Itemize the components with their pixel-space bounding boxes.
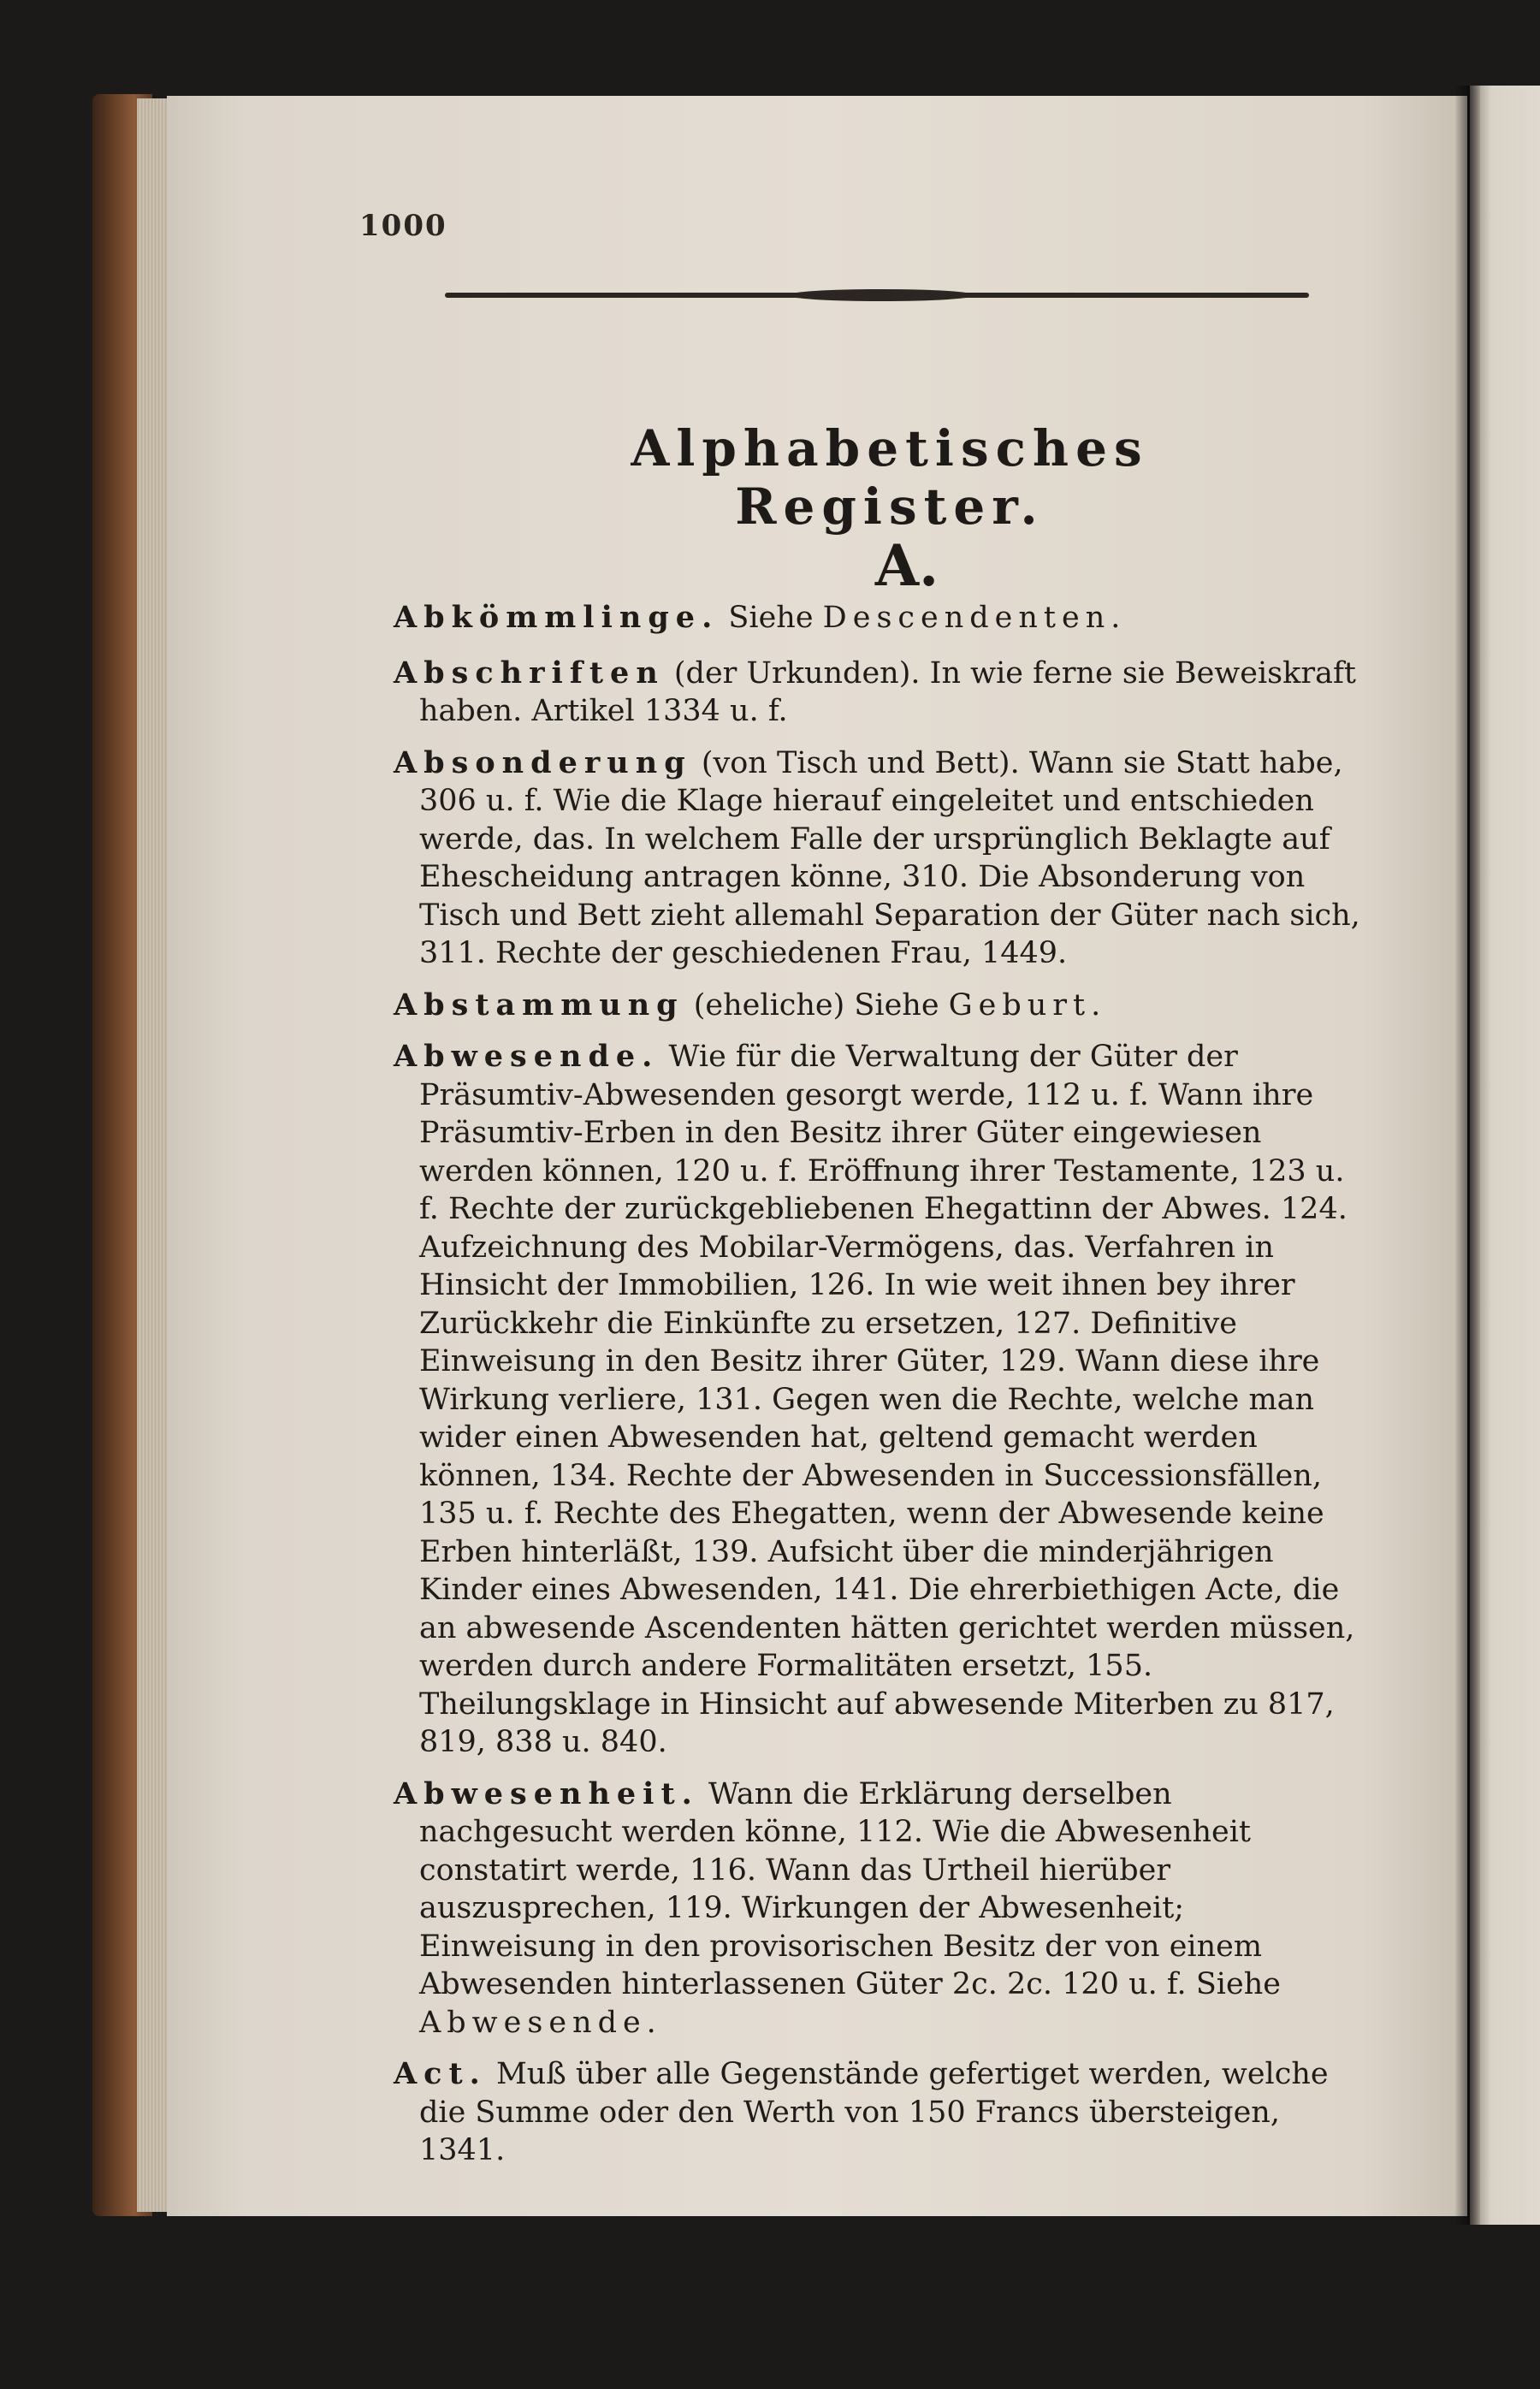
page-title: Alphabetisches Register. [631,419,1149,536]
entry-cross-reference: Abwesende. [419,2005,662,2040]
entry-head: Abkömmlinge. [394,600,720,635]
page-gutter-shadow [1454,86,1480,2225]
register-entry [394,2055,1369,2170]
entry-head: Absonderung [394,744,692,780]
entry-head: Abstammung [394,987,684,1023]
entry-text: Siehe [728,601,823,635]
register-entries [394,599,1369,2184]
entry-text: Muß über alle Gegenstände gefertiget werden, welche die Summe oder den Werth von 150 Francs übersteigen, 1341. [419,2057,1329,2167]
entry-text: (eheliche) Siehe [693,987,949,1023]
page-edges [137,98,171,2212]
register-entry [394,987,1369,1025]
entry-head: Abwesende. [394,1039,660,1074]
register-entry [394,744,1369,973]
register-entry [394,1038,1369,1762]
entry-head: Abschriften [394,655,665,691]
bleed-through-text [702,325,711,359]
facing-page-edge [1470,86,1540,2225]
register-entry [394,599,1369,637]
page-number: 1000 [359,209,447,243]
entry-text: Wann die Erklärung derselben nachgesucht werden könne, 112. Wie die Abwesenheit constatirt werde, 116. Wann das Urtheil hierüber auszusprechen, 119. Wirkungen der Abwesenheit; Einweisung in den provisorischen Besitz der von einem Abwesenden hinterlassenen Güter 2c. 2c. 120 u. f. Siehe [419,1776,1281,2001]
entry-text: (von Tisch und Bett). Wann sie Statt habe, 306 u. f. Wie die Klage hierauf eingeleitet und entschieden werde, das. In welchem Falle der ursprünglich Beklagte auf Ehescheidung antragen könne, 310. Die Absonderung von Tisch und Bett zieht allemahl Separation der Güter nach sich, 311. Rechte der geschiedenen Frau, 1449. [419,745,1360,970]
register-entry [394,655,1369,731]
header-ornament-rule [445,293,1309,298]
entry-head: Abwesenheit. [394,1775,699,1811]
entry-cross-reference: Geburt. [948,987,1107,1023]
entry-text: (der Urkunden). In wie ferne sie Beweiskraft haben. Artikel 1334 u. f. [419,655,1356,728]
entry-head: Act. [394,2056,487,2091]
entry-cross-reference: Descendenten. [822,601,1127,635]
entry-text: Wie für die Verwaltung der Güter der Präsumtiv-Abwesenden gesorgt werde, 112 u. f. Wann ihre Präsumtiv-Erben in den Besitz ihrer Güter eingewiesen werden können, 120 u. f. Eröffnung ihrer Testamente, 123 u. f. Rechte der zurückgebliebenen Ehegattinn der Abwes. 124. Aufzeichnung des Mobilar-Vermögens, das. Verfahren in Hinsicht der Immobilien, 126. In wie weit ihnen bey ihrer Zurückkehr die Einkünfte zu ersetzen, 127. Definitive Einweisung in den Besitz ihrer Güter, 129. Wann diese ihre Wirkung verliere, 131. Gegen wen die Rechte, welche man wider einen Abwesenden hat, geltend gemacht werden können, 134. Rechte der Abwesenden in Successionsfällen, 135 u. f. Rechte des Ehegatten, wenn der Abwesende keine Erben hinterläßt, 139. Aufsicht über die minderjährigen Kinder eines Abwesenden, 141. Die ehrerbiethigen Acte, die an abwesende Ascendenten hätten gerichtet werden müssen, werden durch andere Formalitäten ersetzt, 155. Theilungsklage in Hinsicht auf abwesende Miterben zu 817, 819, 838 u. 840. [419,1040,1355,1759]
section-letter: A. [874,532,939,599]
register-entry [394,1775,1369,2042]
